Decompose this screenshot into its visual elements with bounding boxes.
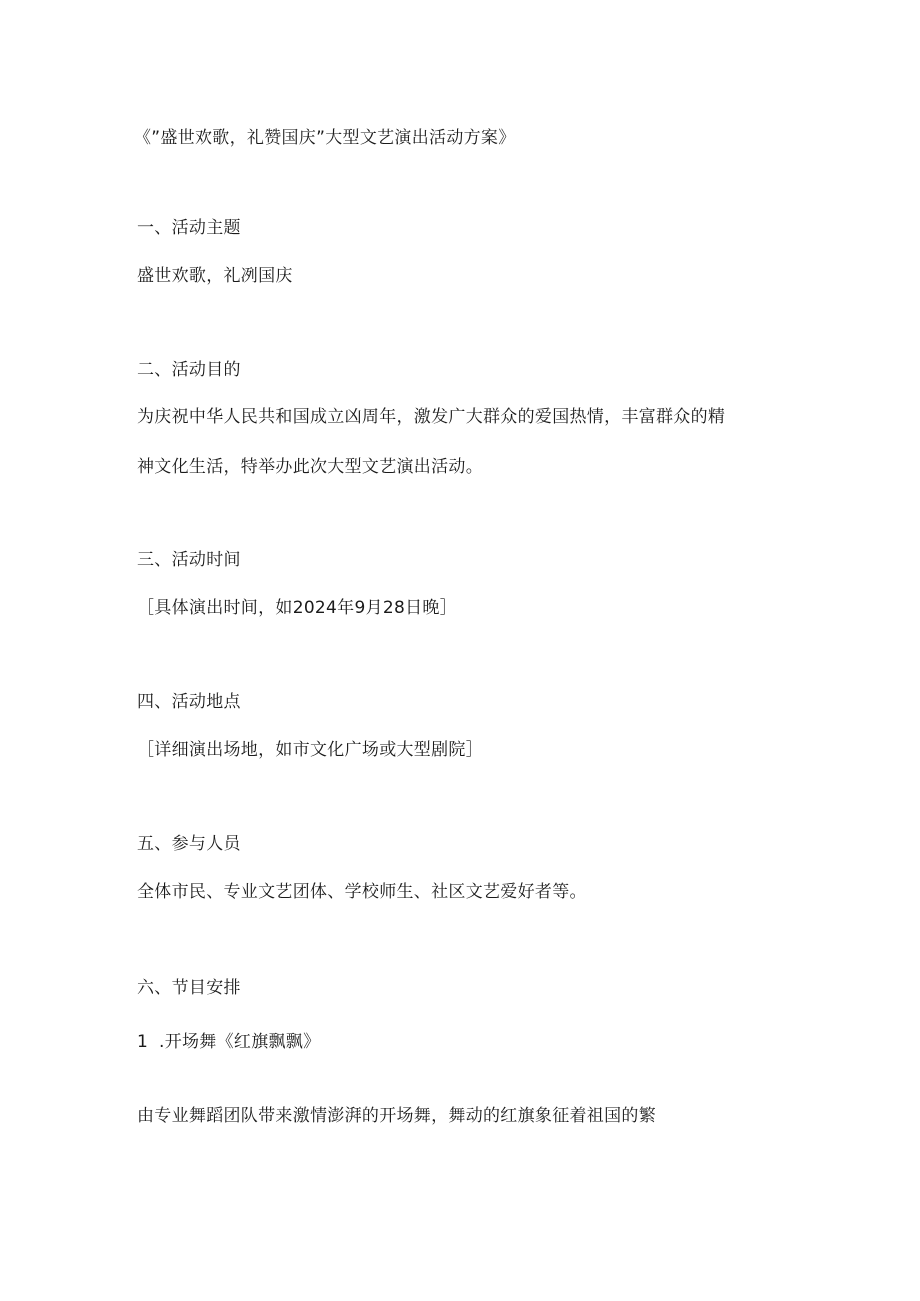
- document-title: 《”盛世欢歌，礼赞国庆”大型文艺演出活动方案》: [134, 128, 516, 148]
- program-item-number: 1: [137, 1032, 149, 1052]
- program-item-label: .开场舞《红旗飘飘》: [159, 1032, 321, 1052]
- section-body-time: ［具体演出时间，如2024年9月28日晚］: [137, 598, 458, 618]
- section-heading-program: 六、节目安排: [137, 978, 241, 998]
- section-body-theme: 盛世欢歌，礼冽国庆: [137, 266, 293, 286]
- section-heading-theme: 一、活动主题: [137, 218, 241, 238]
- section-heading-time: 三、活动时间: [137, 550, 241, 570]
- section-body-venue: ［详细演出场地，如市文化广场或大型剧院］: [137, 740, 483, 760]
- program-item: [137, 1031, 320, 1053]
- section-body-purpose-line-1: 为庆祝中华人民共和国成立凶周年，激发广大群众的爱国热情，丰富群众的精: [137, 407, 726, 427]
- section-body-purpose-line-2: 神文化生活，特举办此次大型文艺演出活动。: [137, 457, 483, 477]
- program-item-description: 由专业舞蹈团队带来激情澎湃的开场舞，舞动的红旗象征着祖国的繁: [137, 1106, 656, 1126]
- section-heading-participants: 五、参与人员: [137, 834, 241, 854]
- section-heading-purpose: 二、活动目的: [137, 360, 241, 380]
- section-body-participants: 全体市民、专业文艺团体、学校师生、社区文艺爱好者等。: [137, 882, 587, 902]
- section-heading-venue: 四、活动地点: [137, 692, 241, 712]
